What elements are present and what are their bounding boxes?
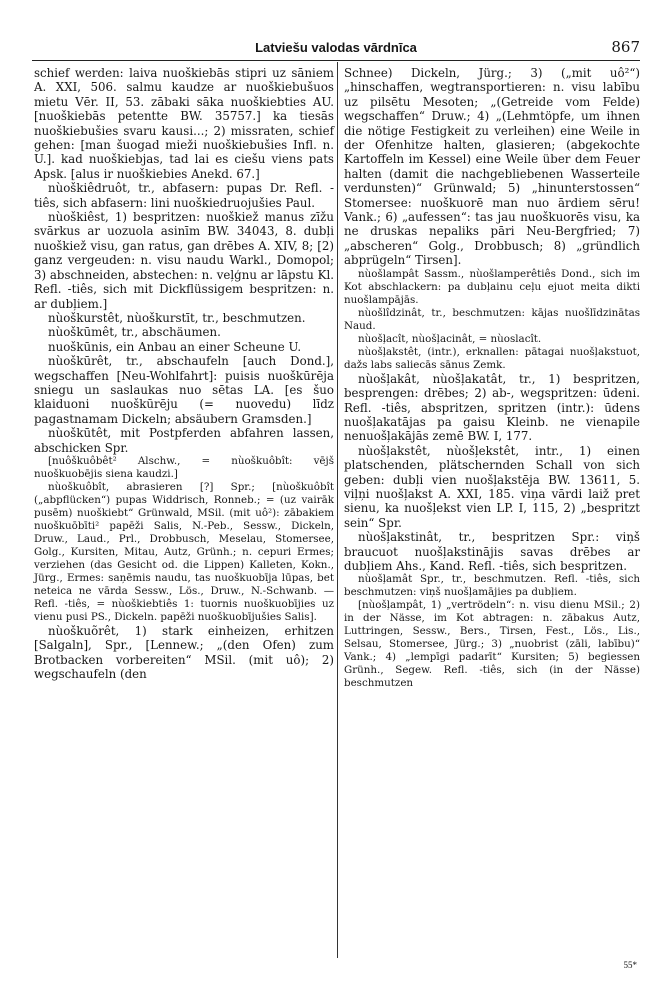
dictionary-entry: nùoškiêst, 1) bespritzen: nuoškiež manus zīžu svārkus ar uozuola asinīm BW. 34043, 8. dubļi nuoškiež visu, gan ratus, gan drēbes A. XIV, 8; [2) ganz vergeuden: n. visu naudu Warkl., Domopol; 3) abschneiden, abstechen: n. veļģnu ar lāpstu Kl. Refl. -tiês, sich mit Dickflüssigem bespritzen: n. ar dubļiem.] bbox=[34, 210, 334, 311]
dictionary-entry: nuoškūnis, ein Anbau an einer Scheune U. bbox=[48, 339, 302, 354]
running-title: Latviešu valodas vārdnīca bbox=[255, 40, 417, 55]
dictionary-entry: nùošļakstinât, tr., bespritzen Spr.: viņš braucuot nuošļakstinājis savas drēbes ar dubļiem Ahs., Kand. Refl. -tiês, sich bespritzen. bbox=[344, 530, 640, 573]
page-number: 867 bbox=[611, 38, 640, 56]
dictionary-entry: nùoškiêdruôt, tr., abfasern: pupas Dr. Refl. -tiês, sich abfasern: lini nuoškiedruojušies Paul. bbox=[34, 181, 334, 210]
dictionary-entry: nùoškūmêt, tr., abschäumen. bbox=[48, 325, 221, 340]
dictionary-entry: nùošļakstêt, (intr.), erknallen: pātagai nuošļakstuot, dažs labs saliecās sānus Zemk. bbox=[344, 345, 640, 371]
dictionary-entry: nùoškurstêt, nùoškurstīt, tr., beschmutzen. bbox=[48, 310, 306, 325]
dictionary-entry: [nùošļampât, 1) „vertrödeln“: n. visu dienu MSil.; 2) in der Nässe, im Kot abtragen: n. zābakus Autz, Luttringen, Sessw., Bers., Tirsen, Fest., Lös., Lis., Selsau, Stomersee, Jürg.; 3) „nuobrist (zāli, labību)“ Vank.; 4) „lempīgi padarīt“ Kursiten; 5) begiessen Grünh., Segew. Refl. -tiês, sich (in der Nässe) beschmutzen bbox=[344, 599, 640, 690]
page-header bbox=[32, 36, 640, 60]
header-rule bbox=[32, 60, 640, 61]
dictionary-entry: nùošlampât Sassm., nùošlamperêtiês Dond., sich im Kot abschlackern: pa dubļainu ceļu ejuot meita dikti nuošlampājās. bbox=[344, 267, 640, 306]
left-column bbox=[34, 66, 334, 682]
dictionary-entry: [nuôškuôbêt² Alschw., = nùoškuôbît: vējš nuoškuobējis siena kaudzi.] bbox=[34, 454, 334, 480]
dictionary-entry: nùoškūrêt, tr., abschaufeln [auch Dond.], wegschaffen [Neu-Wohlfahrt]: puisis nuoškūrēja sniegu un saslaukas nuo sētas LA. [es šuo klaiduoni nuoškūrēju (= nuovedu) līdz pagastnamam Dickeln; absäubern Gramsden.] bbox=[34, 354, 334, 426]
dictionary-entry: nùošlîdzinât, tr., beschmutzen: kājas nuošlīdzinātas Naud. bbox=[344, 306, 640, 332]
dictionary-entry: nùošļamât Spr., tr., beschmutzen. Refl. -tiês, sich beschmutzen: viņš nuošļamājies pa dubļiem. bbox=[344, 573, 640, 599]
dictionary-entry: nùošļakstêt, nùošļekstêt, intr., 1) einen platschenden, plätschernden Schall von sich geben: dubļi vien nuošļakstēja BW. 13611, 5. viļņi nuošļakst A. XXI, 185. viņa vārdi laiž pret sienu, ka nuošļekst vien LP. I, 115, 2) „bespritzt sein“ Spr. bbox=[344, 443, 640, 530]
right-column bbox=[344, 66, 640, 690]
entry-continuation: schief werden: laiva nuoškiebās stipri uz sāniem A. XXI, 506. salmu kaudze ar nuoškiebušuos mietu Vēr. II, 53. zābaki sāka nuoškiebties AU. [nuoškiebās petentte BW. 35757.] ka tiesās nuoškiebušies svaru kausi...; 2) missraten, schief gehen: [man šuogad mieži nuoškiebušies Infl. n. U.]. kad nuoškiebjas, tad lai es ciešu viens pats Apsk. [alus ir nuoškiebies Anekd. 67.] bbox=[34, 66, 334, 181]
entry-continuation: Schnee) Dickeln, Jürg.; 3) („mit uô²“) „hinschaffen, wegtransportieren: n. visu labību uz pilsētu Mesoten; „(Getreide vom Felde) wegschaffen“ Druw.; 4) „(Lehmtöpfe, um ihnen die nötige Festigkeit zu verleihen) eine Weile in der Ofenhitze halten, glasieren; (abgekochte Kartoffeln im Kessel) eine Weile über dem Feuer halten (damit die nachgebliebenen Wasserteile verdunsten)“ Grünwald; 5) „hinunterstossen“ Stomersee: nuoškuorē man nuo ārdiem sēru! Vank.; 6) „aufessen“: tas jau nuoškuorēs visu, ka ne druskas nepaliks pāri Neu-Bergfried; 7) „abscheren“ Golg., Drobbusch; 8) „gründlich abprügeln“ Tirsen]. bbox=[344, 66, 640, 268]
column-divider bbox=[337, 62, 338, 958]
dictionary-entry: nùoškuõrêt, 1) stark einheizen, erhitzen [Salgaln], Spr., [Lennew.; „(den Ofen) zum Brotbacken vorbereiten“ MSil. (mit uô); 2) wegschaufeln (den bbox=[34, 623, 334, 682]
dictionary-entry: nùošļakât, nùošļakatât, tr., 1) bespritzen, besprengen: drēbes; 2) ab-, wegspritzen: ūdeni. Refl. -tiês, abspritzen, spritzen (intr.): ūdens nuošļakatājas pa gaisu Kleinb. ne vienapile nenuošļakājās zemē BW. I, 177. bbox=[344, 371, 640, 444]
signature-mark: 55* bbox=[623, 960, 637, 970]
dictionary-entry: nùošļacît, nùošļacinât, = nùoslacît. bbox=[358, 332, 542, 345]
dictionary-entry: nùoškuôbît, abrasieren [?] Spr.; [nùoškuôbît („abpflücken“) pupas Widdrisch, Ronneb.; = (uz vairāk pusēm) nuoškiebt“ Grünwald, MSil. (mit uô²): zābakiem nuoškuōbīti² papēži Salis, N.-Peb., Sessw., Dickeln, Druw., Laud., Prl., Drobbusch, Meselau, Stomersee, Golg., Kursiten, Mitau, Autz, Grünh.; n. cepuri Ermes; verziehen (das Gesicht od. die Lippen) Kalleten, Kokn., Jürg., Ermes: saņēmis naudu, tas nuoškuobīja lūpas, bet neteica ne vārda Sessw., Lös., Druw., N.-Schwanb. — Refl. -tiês, = nùoškiebtiês 1: tuornis nuoškuobījies uz vienu pusi PS., Dickeln. papēži nuoškuobījušies Salis]. bbox=[34, 480, 334, 623]
dictionary-entry: nùoškūtêt, mit Postpferden abfahren lassen, abschicken Spr. bbox=[34, 426, 334, 455]
